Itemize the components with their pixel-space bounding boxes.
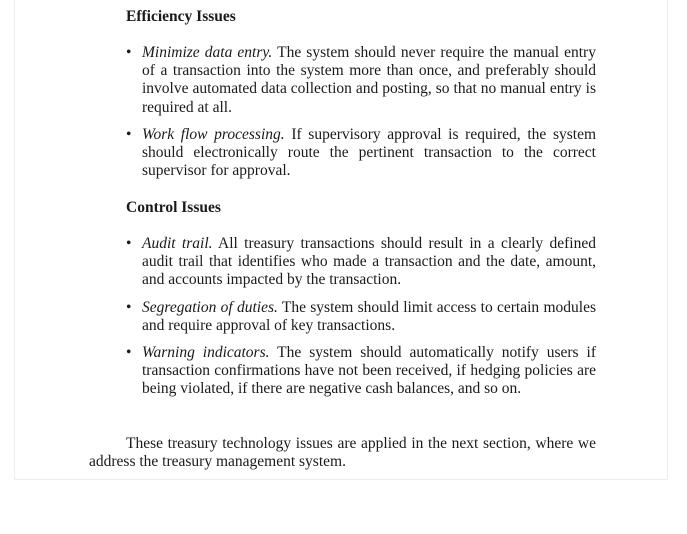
list-item-minimize-data-entry <box>126 44 596 117</box>
item-text: The system should never require the manual entry of a transaction into the system more than once, and preferably should involve automated data collection and posting, so that no manual entry is required at all. <box>142 44 596 116</box>
bullet-icon: • <box>126 126 132 143</box>
document-page <box>14 0 668 480</box>
item-term: Work flow processing. <box>142 126 285 143</box>
item-term: Audit trail. <box>142 235 213 252</box>
closing-paragraph: These treasury technology issues are applied in the next section, where we address the treasury management system. <box>89 435 596 471</box>
section-heading-control: Control Issues <box>126 199 221 216</box>
bullet-icon: • <box>126 235 132 252</box>
bullet-icon: • <box>126 44 132 61</box>
list-item-warning-indicators <box>126 344 596 399</box>
item-text: The system should limit access to certain modules and require approval of key transactions. <box>142 299 596 335</box>
list-item-audit-trail <box>126 235 596 290</box>
list-item-segregation-of-duties <box>126 299 596 335</box>
item-text: All treasury transactions should result in a clearly defined audit trail that identifies who made a transaction and the date, amount, and accounts impacted by the transaction. <box>142 235 596 289</box>
list-item-work-flow-processing <box>126 126 596 181</box>
item-term: Warning indicators. <box>142 344 270 361</box>
section-heading-efficiency: Efficiency Issues <box>126 8 236 25</box>
bullet-icon: • <box>126 344 132 361</box>
item-text: If supervisory approval is required, the system should electronically route the pertinent transaction to the correct supervisor for approval. <box>142 126 596 180</box>
item-text: The system should automatically notify users if transaction confirmations have not been received, if hedging policies are being violated, if there are negative cash balances, and so on. <box>142 344 596 398</box>
bullet-icon: • <box>126 299 132 316</box>
item-term: Minimize data entry. <box>142 44 273 61</box>
item-term: Segregation of duties. <box>142 299 278 316</box>
